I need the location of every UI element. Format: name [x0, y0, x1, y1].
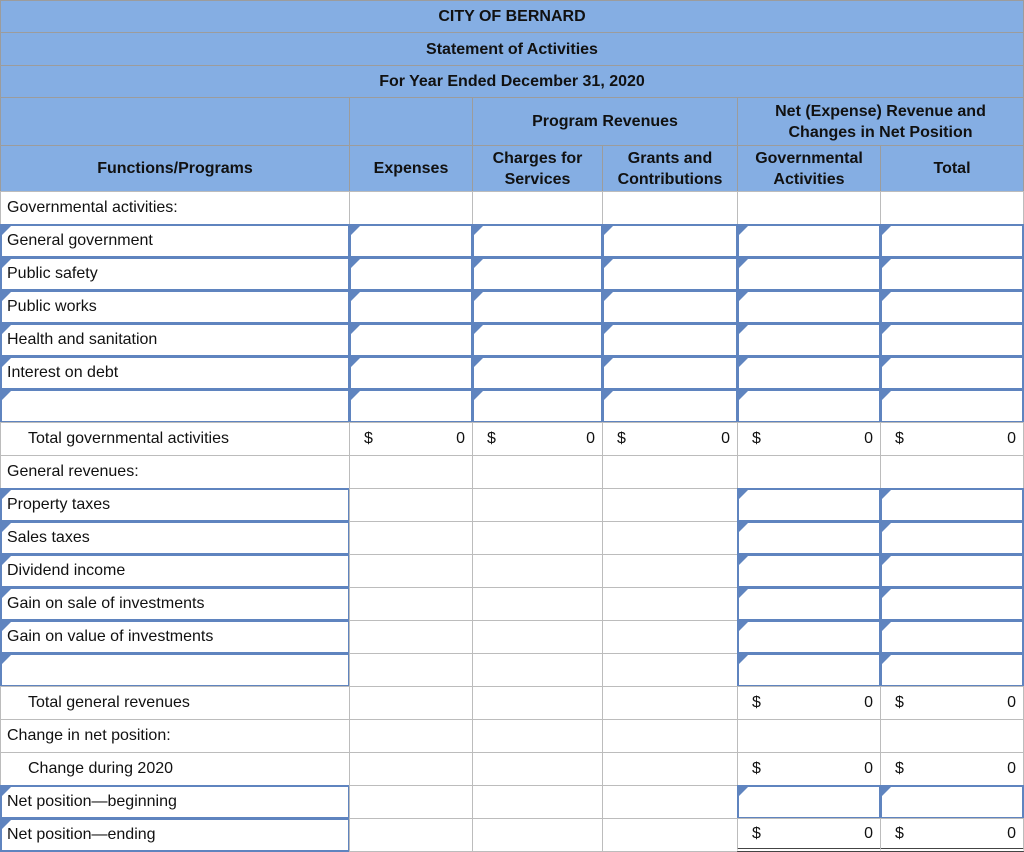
- total-governmental-expenses-cell: [349, 422, 473, 456]
- input-marker-icon: [351, 259, 360, 268]
- interest-on-debt-governmental-input[interactable]: [737, 356, 881, 390]
- input-marker-icon: [604, 292, 613, 301]
- dropdown-marker-icon: [2, 655, 11, 664]
- currency-symbol: $: [895, 760, 904, 777]
- total-general-revenues-expenses-cell: [349, 686, 473, 720]
- input-marker-icon: [882, 589, 891, 598]
- dropdown-marker-icon: [2, 358, 11, 367]
- total-general-revenues-charges-cell: [472, 686, 603, 720]
- change-in-net-position-expenses-cell: [349, 719, 473, 753]
- general-revenues-total-cell: [880, 455, 1024, 489]
- blank-program-row-expenses-input[interactable]: [349, 389, 473, 423]
- change-during-2020-grants-cell: [602, 752, 738, 786]
- dropdown-marker-icon: [2, 787, 11, 796]
- input-marker-icon: [739, 556, 748, 565]
- blank-program-row-charges-input[interactable]: [472, 389, 603, 423]
- public-works-grants-input[interactable]: [602, 290, 738, 324]
- blank-general-revenue-row-governmental-input[interactable]: [737, 653, 881, 687]
- public-works-governmental-input[interactable]: [737, 290, 881, 324]
- net-position-beginning-label[interactable]: [0, 785, 350, 819]
- gain-value-investments-total-input[interactable]: [880, 620, 1024, 654]
- total-governmental-text: Total governmental activities: [28, 430, 229, 447]
- property-taxes-charges-cell: [472, 488, 603, 522]
- general-revenues-label: [0, 455, 350, 489]
- currency-symbol: $: [752, 430, 761, 447]
- sales-taxes-total-input[interactable]: [880, 521, 1024, 555]
- total-general-revenues-total-cell: [880, 686, 1024, 720]
- gain-value-investments-expenses-cell: [349, 620, 473, 654]
- header-grants-line1: Grants and: [627, 149, 713, 167]
- input-marker-icon: [882, 358, 891, 367]
- input-marker-icon: [351, 358, 360, 367]
- total-governmental-grants-value: 0: [721, 430, 730, 447]
- total-general-revenues-text: Total general revenues: [28, 694, 190, 711]
- dividend-income-charges-cell: [472, 554, 603, 588]
- general-government-total-input[interactable]: [880, 224, 1024, 258]
- total-governmental-total-value: 0: [1007, 430, 1016, 447]
- net-position-ending-total-value: 0: [1007, 824, 1016, 842]
- net-position-ending-grants-cell: [602, 818, 738, 852]
- public-works-label[interactable]: [0, 290, 350, 324]
- dropdown-marker-icon: [2, 325, 11, 334]
- dropdown-marker-icon: [2, 292, 11, 301]
- net-position-beginning-total-input[interactable]: [880, 785, 1024, 819]
- input-marker-icon: [882, 622, 891, 631]
- input-marker-icon: [882, 325, 891, 334]
- gain-sale-investments-total-input[interactable]: [880, 587, 1024, 621]
- dividend-income-total-input[interactable]: [880, 554, 1024, 588]
- change-in-net-position-total-cell: [880, 719, 1024, 753]
- governmental-activities-governmental-cell: [737, 191, 881, 225]
- input-marker-icon: [882, 787, 891, 796]
- property-taxes-grants-cell: [602, 488, 738, 522]
- gain-value-investments-charges-cell: [472, 620, 603, 654]
- sales-taxes-grants-cell: [602, 521, 738, 555]
- net-position-ending-governmental-cell: [737, 818, 881, 852]
- input-marker-icon: [474, 325, 483, 334]
- interest-on-debt-text: Interest on debt: [7, 364, 119, 381]
- statement-period: For Year Ended December 31, 2020: [0, 65, 1024, 98]
- general-revenues-governmental-cell: [737, 455, 881, 489]
- general-government-grants-input[interactable]: [602, 224, 738, 258]
- health-sanitation-text: Health and sanitation: [7, 331, 158, 348]
- currency-symbol: $: [487, 430, 496, 447]
- total-governmental-grants-cell: [602, 422, 738, 456]
- header-functions-programs: Functions/Programs: [0, 145, 350, 192]
- net-position-beginning-charges-cell: [472, 785, 603, 819]
- health-sanitation-governmental-input[interactable]: [737, 323, 881, 357]
- governmental-activities-label: [0, 191, 350, 225]
- dropdown-marker-icon: [2, 556, 11, 565]
- input-marker-icon: [882, 292, 891, 301]
- governmental-activities-text: Governmental activities:: [7, 199, 178, 216]
- public-works-expenses-input[interactable]: [349, 290, 473, 324]
- gain-value-investments-text: Gain on value of investments: [7, 628, 214, 645]
- input-marker-icon: [351, 226, 360, 235]
- input-marker-icon: [474, 226, 483, 235]
- header-net-expense-line1: Net (Expense) Revenue and: [775, 102, 986, 120]
- change-during-2020-total-value: 0: [1007, 760, 1016, 777]
- dropdown-marker-icon: [2, 259, 11, 268]
- gain-sale-investments-label[interactable]: [0, 587, 350, 621]
- input-marker-icon: [739, 787, 748, 796]
- net-position-ending-label[interactable]: [0, 818, 350, 852]
- interest-on-debt-label[interactable]: [0, 356, 350, 390]
- gain-value-investments-label[interactable]: [0, 620, 350, 654]
- total-general-revenues-label: [0, 686, 350, 720]
- currency-symbol: $: [895, 430, 904, 447]
- input-marker-icon: [739, 490, 748, 499]
- total-general-revenues-total-value: 0: [1007, 694, 1016, 711]
- header-governmental-line2: Activities: [773, 170, 845, 188]
- sales-taxes-text: Sales taxes: [7, 529, 90, 546]
- net-position-ending-charges-cell: [472, 818, 603, 852]
- change-during-2020-text: Change during 2020: [28, 760, 174, 777]
- total-governmental-label: [0, 422, 350, 456]
- general-government-charges-input[interactable]: [472, 224, 603, 258]
- input-marker-icon: [604, 226, 613, 235]
- input-marker-icon: [739, 226, 748, 235]
- gain-value-investments-grants-cell: [602, 620, 738, 654]
- change-in-net-position-text: Change in net position:: [7, 727, 171, 744]
- input-marker-icon: [882, 226, 891, 235]
- header-expenses: Expenses: [349, 145, 473, 192]
- change-during-2020-charges-cell: [472, 752, 603, 786]
- input-marker-icon: [739, 391, 748, 400]
- public-safety-text: Public safety: [7, 265, 98, 282]
- currency-symbol: $: [752, 760, 761, 777]
- net-position-beginning-grants-cell: [602, 785, 738, 819]
- change-during-2020-governmental-cell: [737, 752, 881, 786]
- gain-sale-investments-charges-cell: [472, 587, 603, 621]
- input-marker-icon: [882, 490, 891, 499]
- total-governmental-charges-value: 0: [586, 430, 595, 447]
- net-position-ending-governmental-value: 0: [864, 824, 873, 842]
- health-sanitation-total-input[interactable]: [880, 323, 1024, 357]
- input-marker-icon: [604, 259, 613, 268]
- governmental-activities-expenses-cell: [349, 191, 473, 225]
- health-sanitation-label[interactable]: [0, 323, 350, 357]
- dividend-income-governmental-input[interactable]: [737, 554, 881, 588]
- dividend-income-expenses-cell: [349, 554, 473, 588]
- header-blank-expenses: [349, 97, 473, 146]
- input-marker-icon: [739, 622, 748, 631]
- property-taxes-label[interactable]: [0, 488, 350, 522]
- input-marker-icon: [604, 358, 613, 367]
- input-marker-icon: [604, 325, 613, 334]
- public-safety-grants-input[interactable]: [602, 257, 738, 291]
- gain-sale-investments-text: Gain on sale of investments: [7, 595, 205, 612]
- public-safety-charges-input[interactable]: [472, 257, 603, 291]
- header-charges-line1: Charges for: [492, 149, 583, 167]
- governmental-activities-total-cell: [880, 191, 1024, 225]
- statement-subtitle: Statement of Activities: [0, 32, 1024, 66]
- currency-symbol: $: [364, 430, 373, 447]
- input-marker-icon: [474, 358, 483, 367]
- property-taxes-total-input[interactable]: [880, 488, 1024, 522]
- input-marker-icon: [882, 259, 891, 268]
- statement-title: CITY OF BERNARD: [0, 0, 1024, 33]
- dropdown-marker-icon: [2, 391, 11, 400]
- input-marker-icon: [351, 292, 360, 301]
- net-position-ending-total-cell: [880, 818, 1024, 852]
- public-works-text: Public works: [7, 298, 97, 315]
- header-grants-contributions: [602, 145, 738, 192]
- input-marker-icon: [474, 259, 483, 268]
- sales-taxes-label[interactable]: [0, 521, 350, 555]
- general-revenues-grants-cell: [602, 455, 738, 489]
- dropdown-marker-icon: [2, 622, 11, 631]
- header-governmental-activities: [737, 145, 881, 192]
- net-position-ending-text: Net position—ending: [7, 826, 156, 843]
- blank-program-row-grants-input[interactable]: [602, 389, 738, 423]
- total-general-revenues-grants-cell: [602, 686, 738, 720]
- general-revenues-text: General revenues:: [7, 463, 139, 480]
- input-marker-icon: [739, 655, 748, 664]
- input-marker-icon: [351, 325, 360, 334]
- health-sanitation-expenses-input[interactable]: [349, 323, 473, 357]
- input-marker-icon: [739, 523, 748, 532]
- gain-sale-investments-expenses-cell: [349, 587, 473, 621]
- blank-general-revenue-row-label[interactable]: [0, 653, 350, 687]
- general-revenues-expenses-cell: [349, 455, 473, 489]
- public-works-charges-input[interactable]: [472, 290, 603, 324]
- health-sanitation-grants-input[interactable]: [602, 323, 738, 357]
- header-governmental-line1: Governmental: [755, 149, 863, 167]
- change-in-net-position-governmental-cell: [737, 719, 881, 753]
- input-marker-icon: [739, 259, 748, 268]
- header-net-expense-line2: Changes in Net Position: [788, 123, 973, 141]
- sales-taxes-governmental-input[interactable]: [737, 521, 881, 555]
- change-during-2020-label: [0, 752, 350, 786]
- currency-symbol: $: [895, 694, 904, 711]
- property-taxes-text: Property taxes: [7, 496, 111, 513]
- header-charges-for-services: [472, 145, 603, 192]
- input-marker-icon: [882, 556, 891, 565]
- dropdown-marker-icon: [2, 490, 11, 499]
- header-net-expense-revenue: [737, 97, 1024, 146]
- input-marker-icon: [739, 325, 748, 334]
- public-safety-governmental-input[interactable]: [737, 257, 881, 291]
- dividend-income-grants-cell: [602, 554, 738, 588]
- blank-program-row-total-input[interactable]: [880, 389, 1024, 423]
- dividend-income-label[interactable]: [0, 554, 350, 588]
- sales-taxes-expenses-cell: [349, 521, 473, 555]
- blank-program-row-label[interactable]: [0, 389, 350, 423]
- input-marker-icon: [882, 391, 891, 400]
- currency-symbol: $: [895, 824, 904, 842]
- input-marker-icon: [739, 358, 748, 367]
- public-works-total-input[interactable]: [880, 290, 1024, 324]
- general-government-governmental-input[interactable]: [737, 224, 881, 258]
- net-position-beginning-text: Net position—beginning: [7, 793, 177, 810]
- header-program-revenues: Program Revenues: [472, 97, 738, 146]
- net-position-beginning-expenses-cell: [349, 785, 473, 819]
- sales-taxes-charges-cell: [472, 521, 603, 555]
- total-general-revenues-governmental-value: 0: [864, 694, 873, 711]
- header-total: Total: [880, 145, 1024, 192]
- currency-symbol: $: [752, 824, 761, 842]
- input-marker-icon: [604, 391, 613, 400]
- change-in-net-position-grants-cell: [602, 719, 738, 753]
- governmental-activities-charges-cell: [472, 191, 603, 225]
- currency-symbol: $: [752, 694, 761, 711]
- change-during-2020-total-cell: [880, 752, 1024, 786]
- input-marker-icon: [474, 391, 483, 400]
- total-governmental-total-cell: [880, 422, 1024, 456]
- total-governmental-governmental-value: 0: [864, 430, 873, 447]
- blank-general-revenue-row-charges-cell: [472, 653, 603, 687]
- general-government-expenses-input[interactable]: [349, 224, 473, 258]
- interest-on-debt-grants-input[interactable]: [602, 356, 738, 390]
- dropdown-marker-icon: [2, 226, 11, 235]
- input-marker-icon: [351, 391, 360, 400]
- gain-sale-investments-grants-cell: [602, 587, 738, 621]
- dropdown-marker-icon: [2, 523, 11, 532]
- interest-on-debt-expenses-input[interactable]: [349, 356, 473, 390]
- public-safety-expenses-input[interactable]: [349, 257, 473, 291]
- governmental-activities-grants-cell: [602, 191, 738, 225]
- total-governmental-charges-cell: [472, 422, 603, 456]
- change-in-net-position-label: [0, 719, 350, 753]
- public-safety-total-input[interactable]: [880, 257, 1024, 291]
- general-government-text: General government: [7, 232, 153, 249]
- header-charges-line2: Services: [504, 170, 571, 188]
- public-safety-label[interactable]: [0, 257, 350, 291]
- dividend-income-text: Dividend income: [7, 562, 126, 579]
- input-marker-icon: [882, 523, 891, 532]
- dropdown-marker-icon: [2, 589, 11, 598]
- blank-program-row-governmental-input[interactable]: [737, 389, 881, 423]
- property-taxes-governmental-input[interactable]: [737, 488, 881, 522]
- total-governmental-governmental-cell: [737, 422, 881, 456]
- interest-on-debt-charges-input[interactable]: [472, 356, 603, 390]
- header-blank-functions: [0, 97, 350, 146]
- dropdown-marker-icon: [2, 820, 11, 829]
- net-position-ending-expenses-cell: [349, 818, 473, 852]
- header-grants-line2: Contributions: [617, 170, 723, 188]
- property-taxes-expenses-cell: [349, 488, 473, 522]
- blank-general-revenue-row-expenses-cell: [349, 653, 473, 687]
- blank-general-revenue-row-grants-cell: [602, 653, 738, 687]
- gain-value-investments-governmental-input[interactable]: [737, 620, 881, 654]
- total-general-revenues-governmental-cell: [737, 686, 881, 720]
- change-during-2020-governmental-value: 0: [864, 760, 873, 777]
- blank-general-revenue-row-total-input[interactable]: [880, 653, 1024, 687]
- input-marker-icon: [739, 589, 748, 598]
- input-marker-icon: [739, 292, 748, 301]
- gain-sale-investments-governmental-input[interactable]: [737, 587, 881, 621]
- health-sanitation-charges-input[interactable]: [472, 323, 603, 357]
- currency-symbol: $: [617, 430, 626, 447]
- interest-on-debt-total-input[interactable]: [880, 356, 1024, 390]
- total-governmental-expenses-value: 0: [456, 430, 465, 447]
- input-marker-icon: [882, 655, 891, 664]
- change-during-2020-expenses-cell: [349, 752, 473, 786]
- change-in-net-position-charges-cell: [472, 719, 603, 753]
- net-position-beginning-governmental-input[interactable]: [737, 785, 881, 819]
- general-government-label[interactable]: [0, 224, 350, 258]
- input-marker-icon: [474, 292, 483, 301]
- general-revenues-charges-cell: [472, 455, 603, 489]
